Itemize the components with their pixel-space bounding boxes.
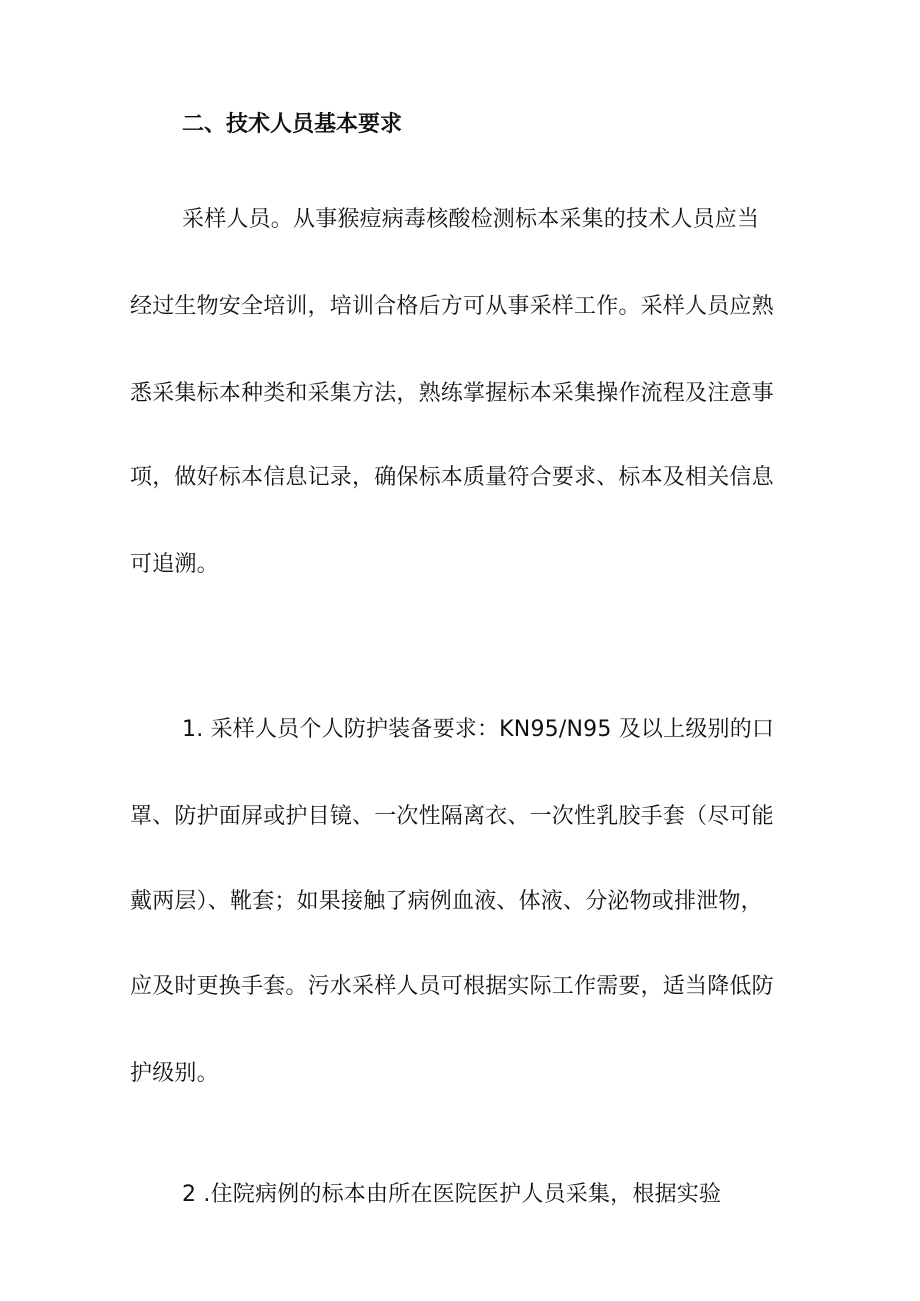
paragraph-1-line-4: 项，做好标本信息记录，确保标本质量符合要求、标本及相关信息 (130, 465, 774, 490)
paragraph-2-line-5: 护级别。 (130, 1061, 219, 1086)
paragraph-2-line-3: 戴两层）、靴套；如果接触了病例血液、体液、分泌物或排泄物， (130, 889, 763, 914)
paragraph-1-line-1: 采样人员。从事猴痘病毒核酸检测标本采集的技术人员应当 (182, 207, 760, 232)
paragraph-1-line-5: 可追溯。 (130, 552, 219, 577)
paragraph-1-line-3: 悉采集标本种类和采集方法，熟练掌握标本采集操作流程及注意事 (130, 381, 774, 406)
paragraph-3-line-1: 2 .住院病例的标本由所在医院医护人员采集，根据实验 (182, 1182, 722, 1207)
paragraph-2-line-1: 1. 采样人员个人防护装备要求：KN95/N95 及以上级别的口 (182, 717, 775, 742)
paragraph-2-line-2: 罩、防护面屏或护目镜、一次性隔离衣、一次性乳胶手套（尽可能 (130, 804, 774, 829)
paragraph-1-line-2: 经过生物安全培训，培训合格后方可从事采样工作。采样人员应熟 (130, 294, 774, 319)
section-heading: 二、技术人员基本要求 (182, 112, 403, 137)
paragraph-2-line-4: 应及时更换手套。污水采样人员可根据实际工作需要，适当降低防 (130, 974, 774, 999)
